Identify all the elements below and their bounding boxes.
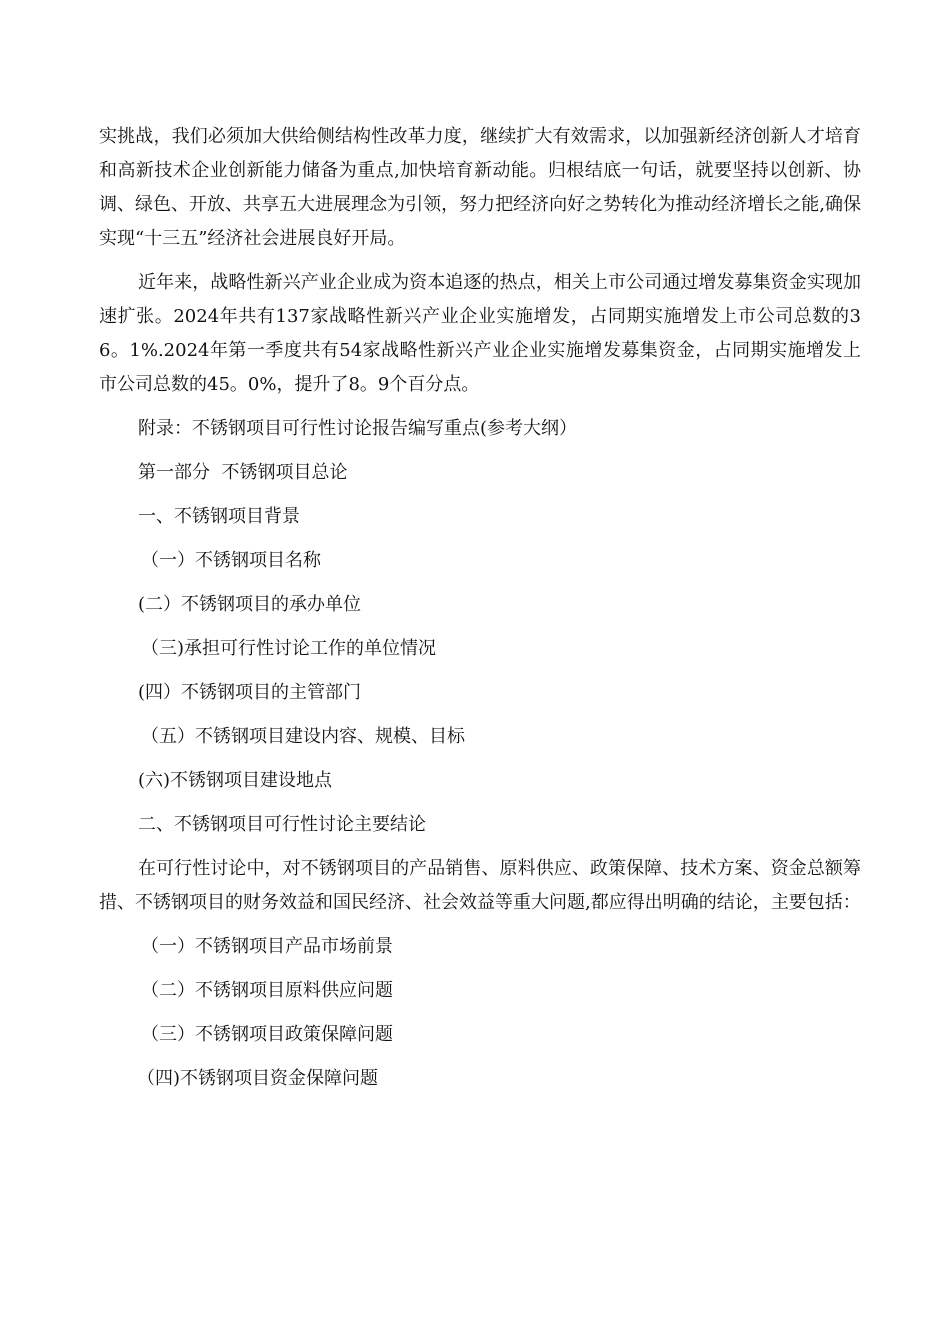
outline-item-competent-department: (四）不锈钢项目的主管部门 xyxy=(138,682,362,703)
outline-item-raw-material: （二）不锈钢项目原料供应问题 xyxy=(141,980,393,1001)
outline-item-construction-site: (六)不锈钢项目建设地点 xyxy=(138,770,333,791)
section-two-heading: 二、不锈钢项目可行性讨论主要结论 xyxy=(138,814,426,835)
section-one-heading: 一、不锈钢项目背景 xyxy=(138,506,300,527)
paragraph-economic-challenge: 实挑战，我们必须加大供给侧结构性改革力度，继续扩大有效需求，以加强新经济创新人才培育和高新技术企业创新能力储备为重点,加快培育新动能。归根结底一句话，就要坚持以创新、协调、绿色、开放、共享五大进展理念为引领，努力把经济向好之势转化为推动经济增长之能,确保实现“十三五”经济社会进展良好开局。 xyxy=(99,126,861,249)
outline-item-sponsor-unit: (二）不锈钢项目的承办单位 xyxy=(138,594,362,615)
document-body xyxy=(99,120,861,1106)
outline-item-funding-support: （四)不锈钢项目资金保障问题 xyxy=(137,1068,379,1089)
outline-item-project-name: （一）不锈钢项目名称 xyxy=(141,550,321,571)
part-one-heading: 第一部分 不锈钢项目总论 xyxy=(138,462,348,483)
paragraph-emerging-industries: 近年来，战略性新兴产业企业成为资本追逐的热点，相关上市公司通过增发募集资金实现加速扩张。2024年共有137家战略性新兴产业企业实施增发，占同期实施增发上市公司总数的36。1%.2024年第一季度共有54家战略性新兴产业企业实施增发募集资金，占同期实施增发上市公司总数的45。0%，提升了8。9个百分点。 xyxy=(99,272,861,395)
outline-item-study-unit: （三)承担可行性讨论工作的单位情况 xyxy=(141,638,437,659)
section-two-intro: 在可行性讨论中，对不锈钢项目的产品销售、原料供应、政策保障、技术方案、资金总额筹措、不锈钢项目的财务效益和国民经济、社会效益等重大问题,都应得出明确的结论，主要包括： xyxy=(99,858,861,913)
appendix-title: 附录：不锈钢项目可行性讨论报告编写重点(参考大纲） xyxy=(138,418,578,439)
outline-item-policy-support: （三）不锈钢项目政策保障问题 xyxy=(141,1024,393,1045)
outline-item-market-prospect: （一）不锈钢项目产品市场前景 xyxy=(141,936,393,957)
outline-item-construction-scope: （五）不锈钢项目建设内容、规模、目标 xyxy=(141,726,465,747)
